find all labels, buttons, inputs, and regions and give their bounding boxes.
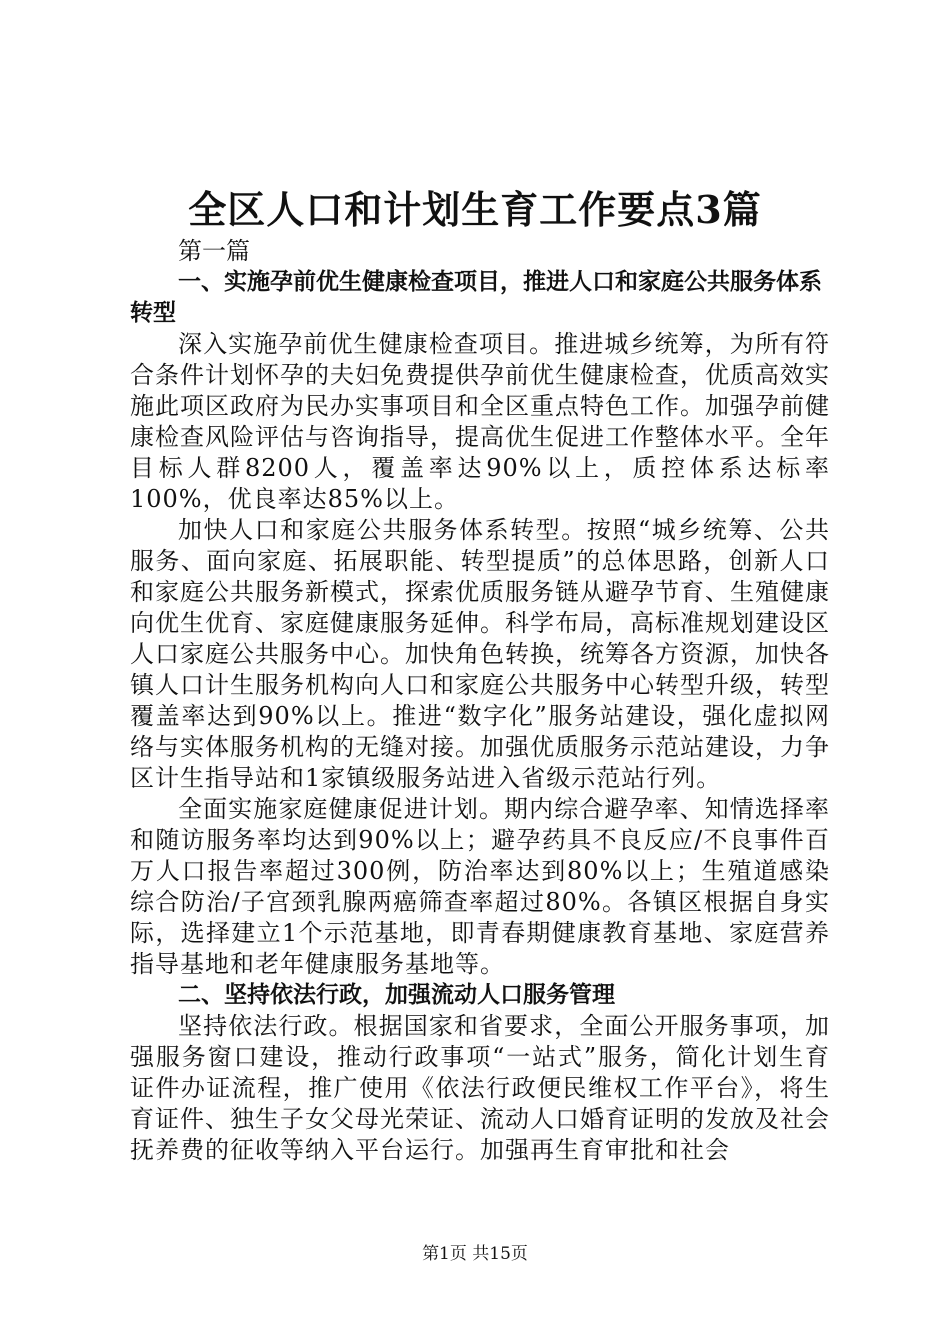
paragraph-2: 加快人口和家庭公共服务体系转型。按照“城乡统筹、公共服务、面向家庭、拓展职能、转型提质”的总体思路，创新人口和家庭公共服务新模式，探索优质服务链从避孕节育、生殖健康向优生优育、家庭健康服务延伸。科学布局，高标准规划建设区人口家庭公共服务中心。加快角色转换，统筹各方资源，加快各镇人口计生服务机构向人口和家庭公共服务中心转型升级，转型覆盖率达到90%以上。推进“数字化”服务站建设，强化虚拟网络与实体服务机构的无缝对接。加强优质服务示范站建设，力争区计生指导站和1家镇级服务站进入省级示范站行列。	[130, 516, 830, 792]
page-footer: 第1页 共15页	[422, 1244, 528, 1264]
section-heading-1: 一、实施孕前优生健康检查项目，推进人口和家庭公共服务体系转型	[130, 269, 822, 326]
document-title: 全区人口和计划生育工作要点3篇	[188, 187, 762, 232]
part-label: 第一篇	[178, 237, 250, 265]
paragraph-4: 坚持依法行政。根据国家和省要求，全面公开服务事项，加强服务窗口建设，推动行政事项“一站式”服务，简化计划生育证件办证流程，推广使用《依法行政便民维权工作平台》，将生育证件、独生子女父母光荣证、流动人口婚育证明的发放及社会抚养费的征收等纳入平台运行。加强再生育审批和社会	[130, 1012, 830, 1164]
paragraph-1: 深入实施孕前优生健康检查项目。推进城乡统筹，为所有符合条件计划怀孕的夫妇免费提供孕前优生健康检查，优质高效实施此项区政府为民办实事项目和全区重点特色工作。加强孕前健康检查风险评估与咨询指导，提高优生促进工作整体水平。全年目标人群8200人，覆盖率达90%以上，质控体系达标率100%，优良率达85%以上。	[130, 330, 830, 513]
section-heading-2: 二、坚持依法行政，加强流动人口服务管理	[178, 982, 615, 1008]
paragraph-3: 全面实施家庭健康促进计划。期内综合避孕率、知情选择率和随访服务率均达到90%以上；避孕药具不良反应/不良事件百万人口报告率超过300例，防治率达到80%以上；生殖道感染综合防治/子宫颈乳腺两癌筛查率超过80%。各镇区根据自身实际，选择建立1个示范基地，即青春期健康教育基地、家庭营养指导基地和老年健康服务基地等。	[130, 795, 830, 978]
document-body	[130, 236, 830, 1166]
